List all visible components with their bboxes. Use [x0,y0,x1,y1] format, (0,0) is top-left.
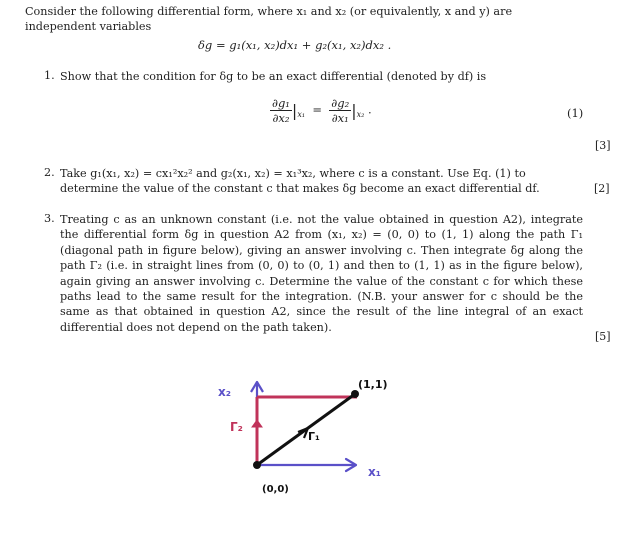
label-x2: x₂ [218,385,231,399]
subscript-right: x₂ [356,109,365,119]
question-3-number: 3. [44,212,55,225]
label-origin: (0,0) [262,484,289,495]
fraction-left [270,96,292,125]
label-x1: x₁ [368,465,381,479]
question-3-marks: [5] [595,330,611,343]
differential-form-equation: δg = g₁(x₁, x₂)dx₁ + g₂(x₁, x₂)dx₂ . [198,38,392,52]
intro-paragraph: Consider the following differential form, where x₁ and x₂ (or equivalently, x and y) are independent variables [25,5,513,34]
fraction-right-numerator: ∂g₂ [331,96,350,110]
question-1-text: Show that the condition for δg to be an exact differential (denoted by df) is [60,70,487,83]
subscript-left: x₁ [297,109,306,119]
gamma2-arrow [252,420,262,427]
question-1-marks: [3] [595,139,611,152]
fraction-right [329,96,351,125]
path-figure [200,370,430,510]
fraction-left-denominator: ∂x₂ [272,111,290,125]
origin-dot [253,461,261,469]
label-gamma1: Γ₁ [308,430,320,443]
fraction-right-denominator: ∂x₁ [331,111,349,125]
label-gamma2: Γ₂ [230,420,243,434]
question-2-number: 2. [44,166,55,179]
question-2-text: Take g₁(x₁, x₂) = cx₁²x₂² and g₂(x₁, x₂) = x₁³x₂, where c is a constant. Use Eq. (1) to determine the value of the constant c that makes δg become an exact differential df. [60,167,540,196]
question-3-text: Treating c as an unknown constant (i.e. not the value obtained in question A2), integrate the differential form δg in question A2 from (x₁, x₂) = (0, 0) to (1, 1) along the path Γ₁ (diagonal path in figure below), giving an answer involving c. Then integrate δg along the path Γ₂ (i.e. in straight lines from (0, 0) to (0, 1) and then to (1, 1) as in the figure below), again giving an answer involving c. Determine the value of the constant c for which these paths lead to the same result for the integration. (N.B. your answer for c should be the same as that obtained in question A2, since the result of the line integral of an exact differential does not depend on the path taken). [60,213,583,334]
corner-dot [351,390,359,398]
question-2-marks: [2] [594,182,610,195]
label-corner: (1,1) [358,378,388,391]
equation-label: (1) [567,106,584,120]
exactness-condition-equation: $\frac{\text{∂g₁}}{\text{∂x₂}}$ $|_{x_1}$ = $\frac{\text{∂g₂}}{\text{∂x₁}}$ $|_{x_2}$ . [272,96,372,125]
fraction-left-numerator: ∂g₁ [272,96,290,110]
question-1-number: 1. [44,69,55,82]
equals-sign: = [312,102,322,117]
